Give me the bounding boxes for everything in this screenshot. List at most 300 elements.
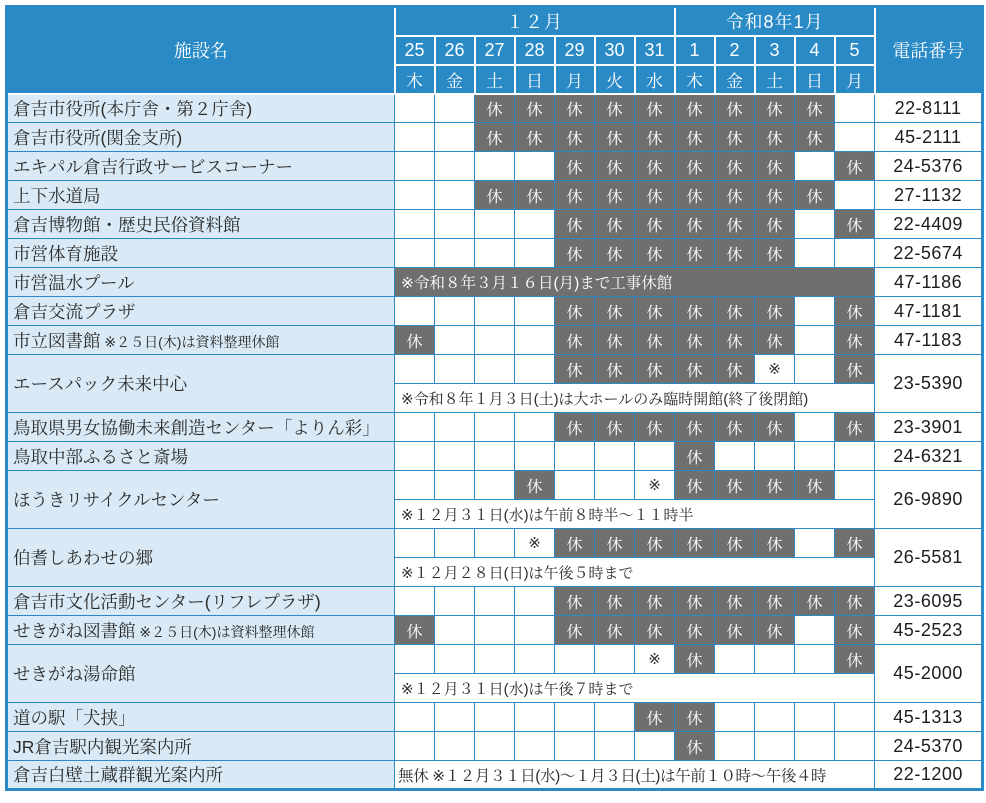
closed-cell: 休 — [515, 181, 555, 210]
closed-cell: 休 — [595, 210, 635, 239]
facility-name-annotation: ※２５日(木)は資料整理休館 — [100, 333, 280, 350]
closed-cell: 休 — [675, 239, 715, 268]
open-cell — [435, 413, 475, 442]
open-cell — [835, 471, 875, 500]
closed-cell: 休 — [795, 94, 835, 123]
facility-name: 市営体育施設 — [13, 243, 118, 264]
closed-cell: 休 — [675, 471, 715, 500]
closed-cell: 休 — [555, 152, 595, 181]
closed-cell: 休 — [675, 442, 715, 471]
facility-name-cell — [7, 645, 395, 703]
month-header-january: 令和8年1月 — [675, 7, 875, 36]
table-row — [7, 326, 983, 355]
open-cell — [435, 94, 475, 123]
table-row — [7, 471, 983, 500]
open-cell — [795, 239, 835, 268]
open-cell — [595, 732, 635, 761]
facility-name-cell — [7, 123, 395, 152]
phone-cell: 24-5370 — [875, 732, 983, 761]
open-cell — [435, 732, 475, 761]
table-row — [7, 703, 983, 732]
open-cell — [795, 732, 835, 761]
open-cell — [515, 645, 555, 674]
row-note-cell: ※令和８年３月１６日(月)まで工事休館 — [395, 268, 875, 297]
closed-cell: 休 — [555, 297, 595, 326]
facility-name: 倉吉博物館・歴史民俗資料館 — [13, 214, 241, 235]
closed-cell: 休 — [715, 210, 755, 239]
facility-name-cell — [7, 181, 395, 210]
facility-name-cell — [7, 239, 395, 268]
phone-cell: 47-1183 — [875, 326, 983, 355]
header-day: 月 — [835, 65, 875, 94]
open-cell — [715, 442, 755, 471]
table-row — [7, 761, 983, 790]
table-row — [7, 616, 983, 645]
facility-name-cell — [7, 587, 395, 616]
header-date: 27 — [475, 36, 515, 65]
open-cell — [515, 413, 555, 442]
closed-cell: 休 — [795, 471, 835, 500]
open-cell — [475, 413, 515, 442]
facility-name-cell — [7, 703, 395, 732]
open-cell — [835, 94, 875, 123]
closed-cell: 休 — [675, 181, 715, 210]
phone-cell: 26-9890 — [875, 471, 983, 529]
phone-column-header: 電話番号 — [875, 7, 983, 94]
header-date: 3 — [755, 36, 795, 65]
open-cell — [475, 645, 515, 674]
closed-cell: 休 — [635, 239, 675, 268]
open-cell — [595, 703, 635, 732]
open-cell — [395, 587, 435, 616]
closed-cell: 休 — [555, 529, 595, 558]
phone-cell: 24-6321 — [875, 442, 983, 471]
facility-name: 倉吉市役所(本庁舎・第２庁舎) — [13, 98, 253, 119]
closed-cell: 休 — [555, 616, 595, 645]
open-cell — [795, 326, 835, 355]
closed-cell: 休 — [715, 471, 755, 500]
table-row — [7, 529, 983, 558]
open-cell — [515, 210, 555, 239]
open-cell — [835, 732, 875, 761]
open-cell — [475, 239, 515, 268]
phone-cell: 45-2000 — [875, 645, 983, 703]
closed-cell: 休 — [555, 413, 595, 442]
closed-cell: 休 — [395, 326, 435, 355]
open-cell — [395, 239, 435, 268]
closed-cell: 休 — [715, 616, 755, 645]
facility-name: せきがね湯命館 — [13, 664, 136, 684]
closed-cell: 休 — [595, 355, 635, 384]
closed-cell: 休 — [755, 587, 795, 616]
facility-name-cell — [7, 152, 395, 181]
open-cell — [795, 703, 835, 732]
open-cell — [755, 645, 795, 674]
open-cell — [595, 442, 635, 471]
table-row — [7, 152, 983, 181]
closed-cell: 休 — [715, 297, 755, 326]
closed-cell: 休 — [635, 152, 675, 181]
open-cell — [395, 123, 435, 152]
open-cell — [395, 703, 435, 732]
open-cell — [795, 355, 835, 384]
closed-cell: 休 — [715, 94, 755, 123]
facility-name: 上下水道局 — [13, 185, 101, 206]
open-cell — [795, 616, 835, 645]
closed-cell: 休 — [675, 152, 715, 181]
facility-name: エースパック未来中心 — [13, 374, 188, 394]
facility-name: ほうきリサイクルセンター — [13, 490, 220, 510]
open-cell — [435, 645, 475, 674]
facility-name: 倉吉市役所(関金支所) — [13, 127, 183, 148]
facility-name-cell — [7, 761, 395, 790]
phone-cell: 47-1186 — [875, 268, 983, 297]
closed-cell: 休 — [675, 123, 715, 152]
closed-cell: 休 — [515, 123, 555, 152]
closed-cell: 休 — [595, 123, 635, 152]
closed-cell: 休 — [555, 326, 595, 355]
closed-cell: 休 — [835, 413, 875, 442]
row-note-cell: ※令和８年１月３日(土)は大ホールのみ臨時開館(終了後閉館) — [395, 384, 875, 413]
closed-cell: 休 — [755, 152, 795, 181]
open-cell — [835, 703, 875, 732]
closed-cell: 休 — [715, 123, 755, 152]
open-cell — [475, 355, 515, 384]
closure-schedule-table — [5, 5, 984, 791]
header-date: 26 — [435, 36, 475, 65]
facility-name-cell — [7, 442, 395, 471]
closed-cell: 休 — [755, 326, 795, 355]
open-cell — [555, 732, 595, 761]
facility-name-cell — [7, 355, 395, 413]
header-date: 2 — [715, 36, 755, 65]
closed-cell: 休 — [635, 587, 675, 616]
header-day: 日 — [795, 65, 835, 94]
open-cell — [475, 529, 515, 558]
open-cell — [835, 442, 875, 471]
facility-name-cell — [7, 210, 395, 239]
closed-cell: 休 — [595, 297, 635, 326]
phone-cell: 47-1181 — [875, 297, 983, 326]
table-row — [7, 442, 983, 471]
header-date: 25 — [395, 36, 435, 65]
closed-cell: 休 — [755, 616, 795, 645]
closed-cell: 休 — [475, 94, 515, 123]
closed-cell: 休 — [675, 355, 715, 384]
closed-cell: 休 — [675, 413, 715, 442]
phone-cell: 27-1132 — [875, 181, 983, 210]
closed-cell: 休 — [675, 616, 715, 645]
header-day: 火 — [595, 65, 635, 94]
open-cell — [555, 442, 595, 471]
closed-cell: 休 — [755, 94, 795, 123]
phone-cell: 22-1200 — [875, 761, 983, 790]
open-cell — [635, 442, 675, 471]
open-cell — [475, 326, 515, 355]
facility-name-cell — [7, 413, 395, 442]
facility-name-cell — [7, 297, 395, 326]
open-cell — [595, 471, 635, 500]
facility-name-cell — [7, 471, 395, 529]
facility-column-header: 施設名 — [7, 7, 395, 94]
facility-name-annotation: ※２５日(木)は資料整理休館 — [135, 623, 315, 640]
closed-cell: 休 — [675, 94, 715, 123]
open-cell — [795, 442, 835, 471]
open-cell — [395, 732, 435, 761]
phone-cell: 22-4409 — [875, 210, 983, 239]
open-cell — [475, 732, 515, 761]
open-cell — [475, 587, 515, 616]
closed-cell: 休 — [635, 326, 675, 355]
closed-cell: 休 — [835, 355, 875, 384]
open-cell — [755, 703, 795, 732]
header-date: 30 — [595, 36, 635, 65]
open-cell — [435, 703, 475, 732]
closed-cell: 休 — [835, 152, 875, 181]
facility-name: 伯耆しあわせの郷 — [13, 548, 153, 568]
closed-cell: 休 — [835, 616, 875, 645]
facility-name-cell — [7, 616, 395, 645]
open-cell — [475, 471, 515, 500]
closed-cell: 休 — [675, 297, 715, 326]
header-day: 金 — [715, 65, 755, 94]
closed-cell: 休 — [755, 297, 795, 326]
open-cell — [395, 210, 435, 239]
header-date: 29 — [555, 36, 595, 65]
facility-name: 鳥取中部ふるさと斎場 — [13, 446, 188, 467]
closed-cell: 休 — [675, 529, 715, 558]
facility-name: 市営温水プール — [13, 272, 135, 293]
table-row — [7, 94, 983, 123]
closed-cell: 休 — [635, 181, 675, 210]
closed-cell: 休 — [635, 529, 675, 558]
open-cell — [435, 210, 475, 239]
table-row — [7, 297, 983, 326]
table-body — [7, 94, 983, 790]
closed-cell: 休 — [835, 297, 875, 326]
open-cell — [555, 703, 595, 732]
marker-cell: ※ — [515, 529, 555, 558]
closed-cell: 休 — [795, 181, 835, 210]
header-day: 金 — [435, 65, 475, 94]
phone-cell: 23-5390 — [875, 355, 983, 413]
open-cell — [555, 471, 595, 500]
header-day: 土 — [755, 65, 795, 94]
open-cell — [475, 616, 515, 645]
closed-cell: 休 — [715, 239, 755, 268]
open-cell — [515, 152, 555, 181]
closed-cell: 休 — [675, 645, 715, 674]
closed-cell: 休 — [515, 471, 555, 500]
open-cell — [795, 413, 835, 442]
table-row — [7, 355, 983, 384]
open-cell — [475, 442, 515, 471]
row-note-cell: ※１２月３１日(水)は午後７時まで — [395, 674, 875, 703]
phone-cell: 22-5674 — [875, 239, 983, 268]
marker-cell: ※ — [635, 645, 675, 674]
open-cell — [435, 355, 475, 384]
marker-cell: ※ — [755, 355, 795, 384]
table-row — [7, 268, 983, 297]
phone-cell: 45-2523 — [875, 616, 983, 645]
facility-name: 倉吉市文化活動センター(リフレプラザ) — [13, 591, 321, 612]
closed-cell: 休 — [715, 355, 755, 384]
facility-name: エキパル倉吉行政サービスコーナー — [13, 156, 293, 177]
open-cell — [435, 326, 475, 355]
open-cell — [755, 732, 795, 761]
open-cell — [435, 529, 475, 558]
open-cell — [395, 297, 435, 326]
facility-name-cell — [7, 326, 395, 355]
closed-cell: 休 — [835, 210, 875, 239]
closed-cell: 休 — [835, 326, 875, 355]
table-row — [7, 239, 983, 268]
open-cell — [795, 152, 835, 181]
open-cell — [395, 355, 435, 384]
open-cell — [835, 239, 875, 268]
open-cell — [795, 529, 835, 558]
closed-cell: 休 — [755, 413, 795, 442]
closed-cell: 休 — [595, 94, 635, 123]
open-cell — [435, 471, 475, 500]
open-cell — [795, 210, 835, 239]
phone-cell: 45-1313 — [875, 703, 983, 732]
header-date: 4 — [795, 36, 835, 65]
closed-cell: 休 — [555, 587, 595, 616]
open-cell — [435, 616, 475, 645]
phone-cell: 22-8111 — [875, 94, 983, 123]
marker-cell: ※ — [635, 471, 675, 500]
open-cell — [515, 326, 555, 355]
header-month-row — [7, 7, 983, 36]
header-day: 水 — [635, 65, 675, 94]
closed-cell: 休 — [755, 210, 795, 239]
open-cell — [515, 587, 555, 616]
phone-cell: 23-3901 — [875, 413, 983, 442]
phone-cell: 45-2111 — [875, 123, 983, 152]
closed-cell: 休 — [635, 703, 675, 732]
closed-cell: 休 — [835, 587, 875, 616]
closed-cell: 休 — [795, 587, 835, 616]
header-date: 5 — [835, 36, 875, 65]
closed-cell: 休 — [835, 529, 875, 558]
header-day: 木 — [395, 65, 435, 94]
facility-name-cell — [7, 732, 395, 761]
header-date: 1 — [675, 36, 715, 65]
open-cell — [715, 703, 755, 732]
closed-cell: 休 — [595, 181, 635, 210]
closed-cell: 休 — [675, 210, 715, 239]
facility-name: せきがね図書館 — [13, 620, 136, 641]
open-cell — [515, 355, 555, 384]
closed-cell: 休 — [715, 181, 755, 210]
table-row — [7, 210, 983, 239]
open-cell — [395, 181, 435, 210]
phone-cell: 23-6095 — [875, 587, 983, 616]
closed-cell: 休 — [835, 645, 875, 674]
open-cell — [515, 703, 555, 732]
open-cell — [475, 297, 515, 326]
open-cell — [395, 471, 435, 500]
closed-cell: 休 — [595, 529, 635, 558]
closed-cell: 休 — [555, 181, 595, 210]
row-note-cell: ※１２月２８日(日)は午後５時まで — [395, 558, 875, 587]
open-cell — [435, 123, 475, 152]
open-cell — [515, 239, 555, 268]
closed-cell: 休 — [555, 123, 595, 152]
open-cell — [515, 732, 555, 761]
open-cell — [435, 181, 475, 210]
open-cell — [475, 152, 515, 181]
open-cell — [395, 529, 435, 558]
open-cell — [795, 645, 835, 674]
closed-cell: 休 — [635, 355, 675, 384]
open-cell — [795, 297, 835, 326]
facility-name: JR倉吉駅内観光案内所 — [13, 736, 192, 757]
closed-cell: 休 — [555, 94, 595, 123]
open-cell — [835, 181, 875, 210]
closed-cell: 休 — [555, 239, 595, 268]
table-row — [7, 413, 983, 442]
closed-cell: 休 — [755, 123, 795, 152]
open-cell — [395, 94, 435, 123]
closed-cell: 休 — [515, 94, 555, 123]
closed-cell: 休 — [675, 703, 715, 732]
facility-name-cell — [7, 529, 395, 587]
open-cell — [755, 442, 795, 471]
open-cell — [435, 239, 475, 268]
closed-cell: 休 — [755, 181, 795, 210]
closed-cell: 休 — [715, 529, 755, 558]
open-cell — [395, 442, 435, 471]
closed-cell: 休 — [635, 123, 675, 152]
facility-name: 道の駅「犬挟」 — [13, 707, 136, 728]
table-row — [7, 645, 983, 674]
row-note-cell: ※１２月３１日(水)は午前８時半～１１時半 — [395, 500, 875, 529]
closed-cell: 休 — [595, 616, 635, 645]
closed-cell: 休 — [675, 326, 715, 355]
open-cell — [395, 645, 435, 674]
facility-name: 倉吉交流プラザ — [13, 301, 136, 322]
closed-cell: 休 — [595, 326, 635, 355]
header-day: 木 — [675, 65, 715, 94]
table-row — [7, 181, 983, 210]
open-cell — [395, 413, 435, 442]
open-cell — [435, 442, 475, 471]
open-cell — [395, 152, 435, 181]
closed-cell: 休 — [555, 210, 595, 239]
closed-cell: 休 — [595, 413, 635, 442]
closed-cell: 休 — [635, 210, 675, 239]
open-cell — [435, 152, 475, 181]
table-row — [7, 732, 983, 761]
closed-cell: 休 — [395, 616, 435, 645]
closed-cell: 休 — [595, 152, 635, 181]
closed-cell: 休 — [755, 529, 795, 558]
facility-name: 市立図書館 — [13, 330, 101, 351]
open-cell — [715, 732, 755, 761]
closed-cell: 休 — [635, 616, 675, 645]
header-day: 日 — [515, 65, 555, 94]
closed-cell: 休 — [715, 152, 755, 181]
header-date: 28 — [515, 36, 555, 65]
table-header — [7, 7, 983, 94]
closed-cell: 休 — [475, 123, 515, 152]
closed-cell: 休 — [715, 413, 755, 442]
month-header-december: １２月 — [395, 7, 675, 36]
closed-cell: 休 — [635, 297, 675, 326]
facility-name: 鳥取県男女協働未来創造センター「よりん彩」 — [13, 417, 380, 438]
